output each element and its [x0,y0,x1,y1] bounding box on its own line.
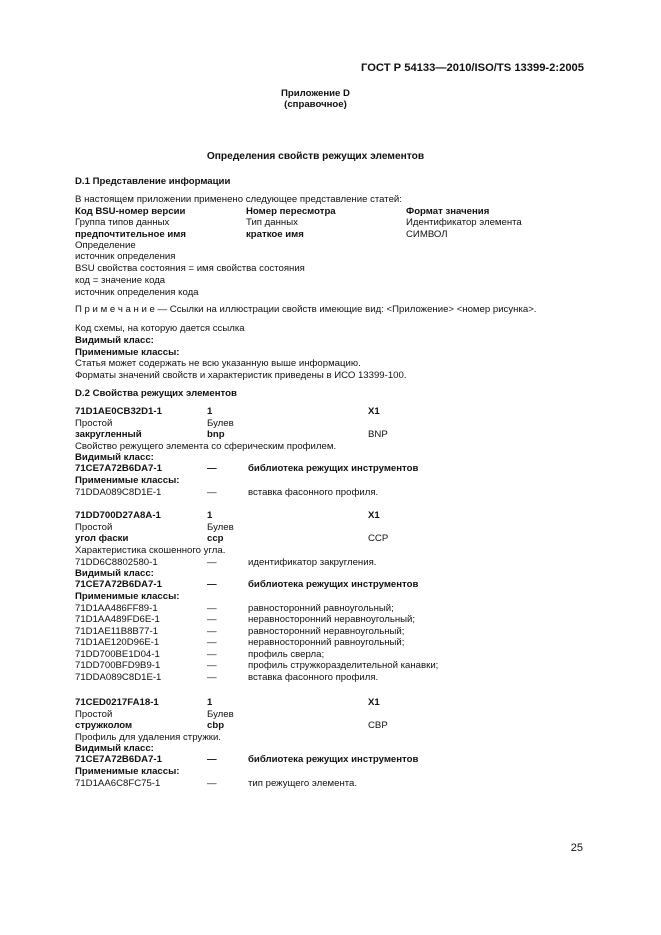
dash: — [207,754,217,765]
entry-definition: Профиль для удаления стружки. [75,732,221,743]
entry-datatype: Булев [207,522,234,533]
class-text: равносторонний неравноугольный; [248,626,405,637]
d1-visible-class: Видимый класс: [75,335,154,346]
class-code: 71DD700BFD9B9-1 [75,660,161,671]
entry-short-name: ccp [207,533,224,544]
class-code: 71D1AA6C8FC75-1 [75,778,161,789]
applicable-classes-label: Применимые классы: [75,475,180,486]
visible-class-text: библиотека режущих инструментов [248,463,419,474]
grid-cell: Код BSU-номер версии [75,206,186,217]
visible-class-code: 71CE7A72B6DA7-1 [75,754,162,765]
entry-short-name: cbp [207,720,225,731]
entry-code: 71D1AE0CB32D1-1 [75,406,162,417]
entry-symbol: CCP [368,533,389,544]
class-text: тип режущего элемента. [248,778,358,789]
class-text: неравносторонний равноугольный; [248,637,405,648]
entry-symbol: CBP [368,720,388,731]
dash: — [207,649,217,660]
grid-cell: Группа типов данных [75,217,170,228]
entry-definition: Свойство режущего элемента со сферическим профилем. [75,441,337,452]
entry-definition: Характеристика скошенного угла. [75,545,226,556]
d1-scheme: Код схемы, на которую дается ссылка [75,323,245,334]
d1-line: код = значение кода [75,275,166,286]
grid-cell: СИМВОЛ [406,229,448,240]
extra-code: 71DD6C8802580-1 [75,557,158,568]
applicable-classes-label: Применимые классы: [75,766,180,777]
class-code: 71D1AE11B8B77-1 [75,626,159,637]
grid-cell: предпочтительное имя [75,229,186,240]
dash: — [207,603,217,614]
visible-class-code: 71CE7A72B6DA7-1 [75,463,162,474]
class-text: вставка фасонного профиля. [248,672,379,683]
entry-revision: 1 [207,697,213,708]
class-code: 71D1AA489FD6E-1 [75,614,160,625]
entry-group: Простой [75,418,113,429]
d1-extra: Форматы значений свойств и характеристик приведены в ИСО 13399-100. [75,370,407,381]
d1-line: источник определения кода [75,287,199,298]
entry-revision: 1 [207,510,213,521]
d1-note: П р и м е ч а н и е — Ссылки на иллюстрации свойств имеющие вид: <Приложение> <номер рисунка>. [75,304,537,315]
visible-class-label: Видимый класс: [75,743,154,754]
dash: — [207,637,217,648]
page-number: 25 [570,842,583,854]
grid-cell: Формат значения [406,206,490,217]
dash: — [207,672,217,683]
entry-short-name: bnp [207,429,225,440]
grid-cell: Тип данных [246,217,298,228]
entry-format: X1 [368,697,380,708]
entry-name: закругленный [75,429,142,440]
d2-heading: D.2 Свойства режущих элементов [75,388,237,399]
d1-applicable-classes: Применимые классы: [75,347,180,358]
class-text: равносторонний равноугольный; [248,603,394,614]
class-text: вставка фасонного профиля. [248,487,379,498]
visible-class-label: Видимый класс: [75,568,154,579]
dash: — [207,557,217,568]
extra-text: идентификатор закругления. [248,557,377,568]
entry-format: X1 [368,406,380,417]
entry-format: X1 [368,510,380,521]
class-code: 71DDA089C8D1E-1 [75,487,162,498]
dash: — [207,778,217,789]
entry-code: 71CED0217FA18-1 [75,697,159,708]
grid-cell: краткое имя [246,229,304,240]
d1-extra: Статья может содержать не всю указанную выше информацию. [75,358,361,369]
visible-class-text: библиотека режущих инструментов [248,754,419,765]
d1-heading: D.1 Представление информации [75,176,231,187]
d1-line: источник определения [75,251,176,262]
entry-datatype: Булев [207,709,234,720]
entry-name: стружколом [75,720,133,731]
grid-cell: Идентификатор элемента [406,217,522,228]
visible-class-label: Видимый класс: [75,452,154,463]
class-code: 71D1AE120D96E-1 [75,637,160,648]
class-text: неравносторонний неравноугольный; [248,614,416,625]
d1-intro: В настоящем приложении применено следующее представление статей: [75,194,402,205]
entry-group: Простой [75,709,113,720]
dash: — [207,660,217,671]
standard-header: ГОСТ Р 54133—2010/ISO/TS 13399-2:2005 [361,62,584,74]
class-text: профиль сверла; [248,649,325,660]
entry-revision: 1 [207,406,213,417]
applicable-classes-label: Применимые классы: [75,591,180,602]
dash: — [207,626,217,637]
entry-name: угол фаски [75,533,129,544]
dash: — [207,463,217,474]
dash: — [207,487,217,498]
entry-code: 71DD700D27A8A-1 [75,510,161,521]
d1-line: BSU свойства состояния = имя свойства состояния [75,263,305,274]
dash: — [207,579,217,590]
dash: — [207,614,217,625]
d1-line: Определение [75,240,136,251]
visible-class-text: библиотека режущих инструментов [248,579,419,590]
class-text: профиль стружкоразделительной канавки; [248,660,439,671]
annex-title: Приложение D [281,88,350,99]
entry-symbol: BNP [368,429,388,440]
entry-datatype: Булев [207,418,234,429]
class-code: 71DDA089C8D1E-1 [75,672,162,683]
class-code: 71D1AA486FF89-1 [75,603,158,614]
annex-subtitle: (справочное) [284,99,347,110]
entry-group: Простой [75,522,113,533]
section-title: Определения свойств режущих элементов [206,151,425,162]
grid-cell: Номер пересмотра [246,206,336,217]
visible-class-code: 71CE7A72B6DA7-1 [75,579,162,590]
class-code: 71DD700BE1D04-1 [75,649,160,660]
